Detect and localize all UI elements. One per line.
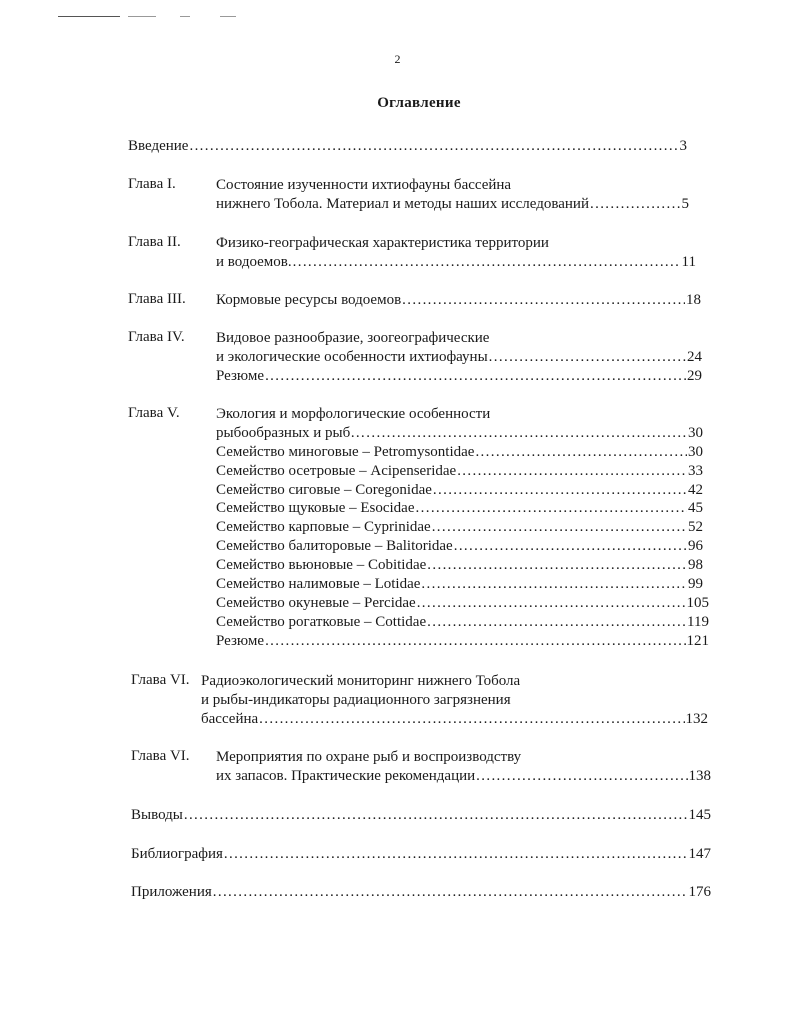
toc-entry-text: Семейство миноговые – Petromysontidae (216, 444, 475, 460)
dot-leader (213, 883, 688, 902)
toc-page-number: 132 (685, 711, 708, 727)
toc-page-number: 105 (686, 595, 709, 611)
scan-artifact-line (128, 16, 156, 17)
toc-entry-text: и рыбы-индикаторы радиационного загрязнения (201, 692, 511, 708)
toc-page-number: 30 (688, 425, 703, 441)
toc-page-number: 24 (687, 349, 702, 365)
toc-entry-text: рыбообразных и рыб… (216, 425, 366, 441)
dot-leader (432, 518, 687, 537)
toc-entry-family[interactable] (216, 537, 703, 556)
toc-entry-text: Семейство осетровые – Acipenseridae (216, 463, 457, 479)
scan-artifact-line (58, 16, 120, 17)
toc-page-number: 99 (688, 576, 703, 592)
dot-leader (293, 253, 681, 272)
toc-entry-text: Резюме (216, 368, 265, 384)
dot-leader (402, 291, 685, 310)
toc-entry-text: Физико-географическая характеристика территории (216, 235, 549, 251)
chapter-label: Глава VI. (131, 748, 190, 764)
toc-entry-conclusions[interactable] (131, 806, 711, 825)
dot-leader (265, 632, 685, 651)
chapter-label: Глава V. (128, 405, 180, 421)
toc-page-number: 176 (688, 884, 711, 900)
dot-leader (366, 424, 687, 443)
toc-page-number: 30 (688, 444, 703, 460)
toc-entry-text: их запасов. Практические рекомендации (216, 768, 476, 784)
dot-leader (489, 348, 686, 367)
toc-entry-text: Кормовые ресурсы водоемов (216, 292, 402, 308)
dot-leader (590, 195, 681, 214)
toc-page-number: 45 (688, 500, 703, 516)
toc-entry-text: Состояние изученности ихтиофауны бассейна (216, 177, 512, 193)
dot-leader (189, 137, 678, 156)
toc-page-number: 121 (686, 633, 709, 649)
toc-entry-intro[interactable] (128, 137, 687, 156)
dot-leader (457, 462, 687, 481)
dot-leader (184, 806, 688, 825)
toc-entry-text: бассейна (201, 711, 259, 727)
toc-entry-text: Семейство окуневые – Percidae (216, 595, 416, 611)
toc-entry-text: Радиоэкологический мониторинг нижнего Тобола (201, 673, 521, 689)
dot-leader (259, 710, 684, 729)
dot-leader (433, 481, 687, 500)
toc-entry-text: Выводы (131, 807, 183, 823)
dot-leader (454, 537, 687, 556)
toc-entry-text: Семейство щуковые – Esocidae (216, 500, 415, 516)
dot-leader (265, 367, 686, 386)
toc-entry-text: Семейство сиговые – Coregonidae (216, 482, 432, 498)
toc-page-number: 119 (687, 614, 709, 630)
toc-page-number: 11 (681, 254, 696, 270)
toc-entry-text: Библиография (131, 846, 223, 862)
dot-leader (417, 594, 686, 613)
page-title: Оглавление (377, 95, 461, 111)
chapter-label: Глава VI. (131, 672, 190, 688)
chapter-label: Глава IV. (128, 329, 185, 345)
toc-page-number: 29 (687, 368, 702, 384)
dot-leader (421, 575, 687, 594)
toc-entry-family[interactable] (216, 481, 703, 500)
toc-entry-family[interactable] (216, 556, 703, 575)
toc-entry-bibliography[interactable] (131, 845, 711, 864)
toc-entry-text: и водоемов. (216, 254, 292, 270)
toc-page-number: 42 (688, 482, 703, 498)
toc-entry-family[interactable] (216, 443, 703, 462)
toc-entry-text: нижнего Тобола. Материал и методы наших исследований (216, 196, 589, 212)
dot-leader (427, 556, 687, 575)
toc-entry-text: Экология и морфологические особенности (216, 406, 491, 422)
toc-entry-family[interactable] (216, 575, 703, 594)
toc-entry-ch2[interactable] (216, 253, 696, 272)
toc-entry-text: Резюме (216, 633, 265, 649)
toc-entry-text: Семейство карповые – Cyprinidae (216, 519, 431, 535)
toc-entry-family[interactable] (216, 518, 703, 537)
chapter-label: Глава I. (128, 176, 176, 192)
toc-entry-ch1[interactable] (216, 195, 689, 214)
toc-page-number: 145 (688, 807, 711, 823)
dot-leader (224, 845, 688, 864)
toc-entry-family[interactable] (216, 462, 703, 481)
scan-artifact-line (180, 16, 190, 17)
toc-page-number: 147 (688, 846, 711, 862)
toc-entry-ch4-resume[interactable] (216, 367, 702, 386)
toc-entry-ch5-resume[interactable] (216, 632, 709, 651)
toc-entry-text: Мероприятия по охране рыб и воспроизводству (216, 749, 522, 765)
dot-leader (476, 767, 687, 786)
toc-entry-appendix[interactable] (131, 883, 711, 902)
toc-entry-family[interactable] (216, 613, 709, 632)
toc-entry-family[interactable] (216, 499, 703, 518)
toc-entry-text: и экологические особенности ихтиофауны (216, 349, 488, 365)
toc-entry-text: Семейство рогатковые – Cottidae (216, 614, 427, 630)
toc-entry-text: Введение (128, 138, 189, 154)
toc-entry-text: Приложения (131, 884, 212, 900)
toc-page-number: 52 (688, 519, 703, 535)
toc-entry-family[interactable] (216, 594, 709, 613)
toc-entry-ch6b[interactable] (216, 767, 711, 786)
dot-leader (475, 443, 687, 462)
toc-entry-ch4[interactable] (216, 348, 702, 367)
toc-page-number: 33 (688, 463, 703, 479)
toc-entry-text: Семейство балиторовые – Balitoridae (216, 538, 453, 554)
toc-entry-text: Семейство вьюновые – Cobitidae (216, 557, 427, 573)
toc-page-number: 138 (688, 768, 711, 784)
dot-leader (416, 499, 687, 518)
toc-entry-text: Семейство налимовые – Lotidae (216, 576, 421, 592)
toc-entry-ch5[interactable] (216, 424, 703, 443)
toc-entry-ch6a[interactable] (201, 710, 708, 729)
toc-entry-ch3[interactable] (216, 291, 701, 310)
dot-leader (427, 613, 686, 632)
toc-page-number: 18 (686, 292, 701, 308)
scan-artifact-line (220, 16, 236, 17)
toc-page-number: 98 (688, 557, 703, 573)
chapter-label: Глава II. (128, 234, 181, 250)
toc-page-number: 3 (679, 138, 687, 154)
page-number: 2 (394, 52, 401, 66)
toc-page-number: 96 (688, 538, 703, 554)
toc-entry-text: Видовое разнообразие, зоогеографические (216, 330, 490, 346)
toc-page-number: 5 (681, 196, 689, 212)
chapter-label: Глава III. (128, 291, 186, 307)
